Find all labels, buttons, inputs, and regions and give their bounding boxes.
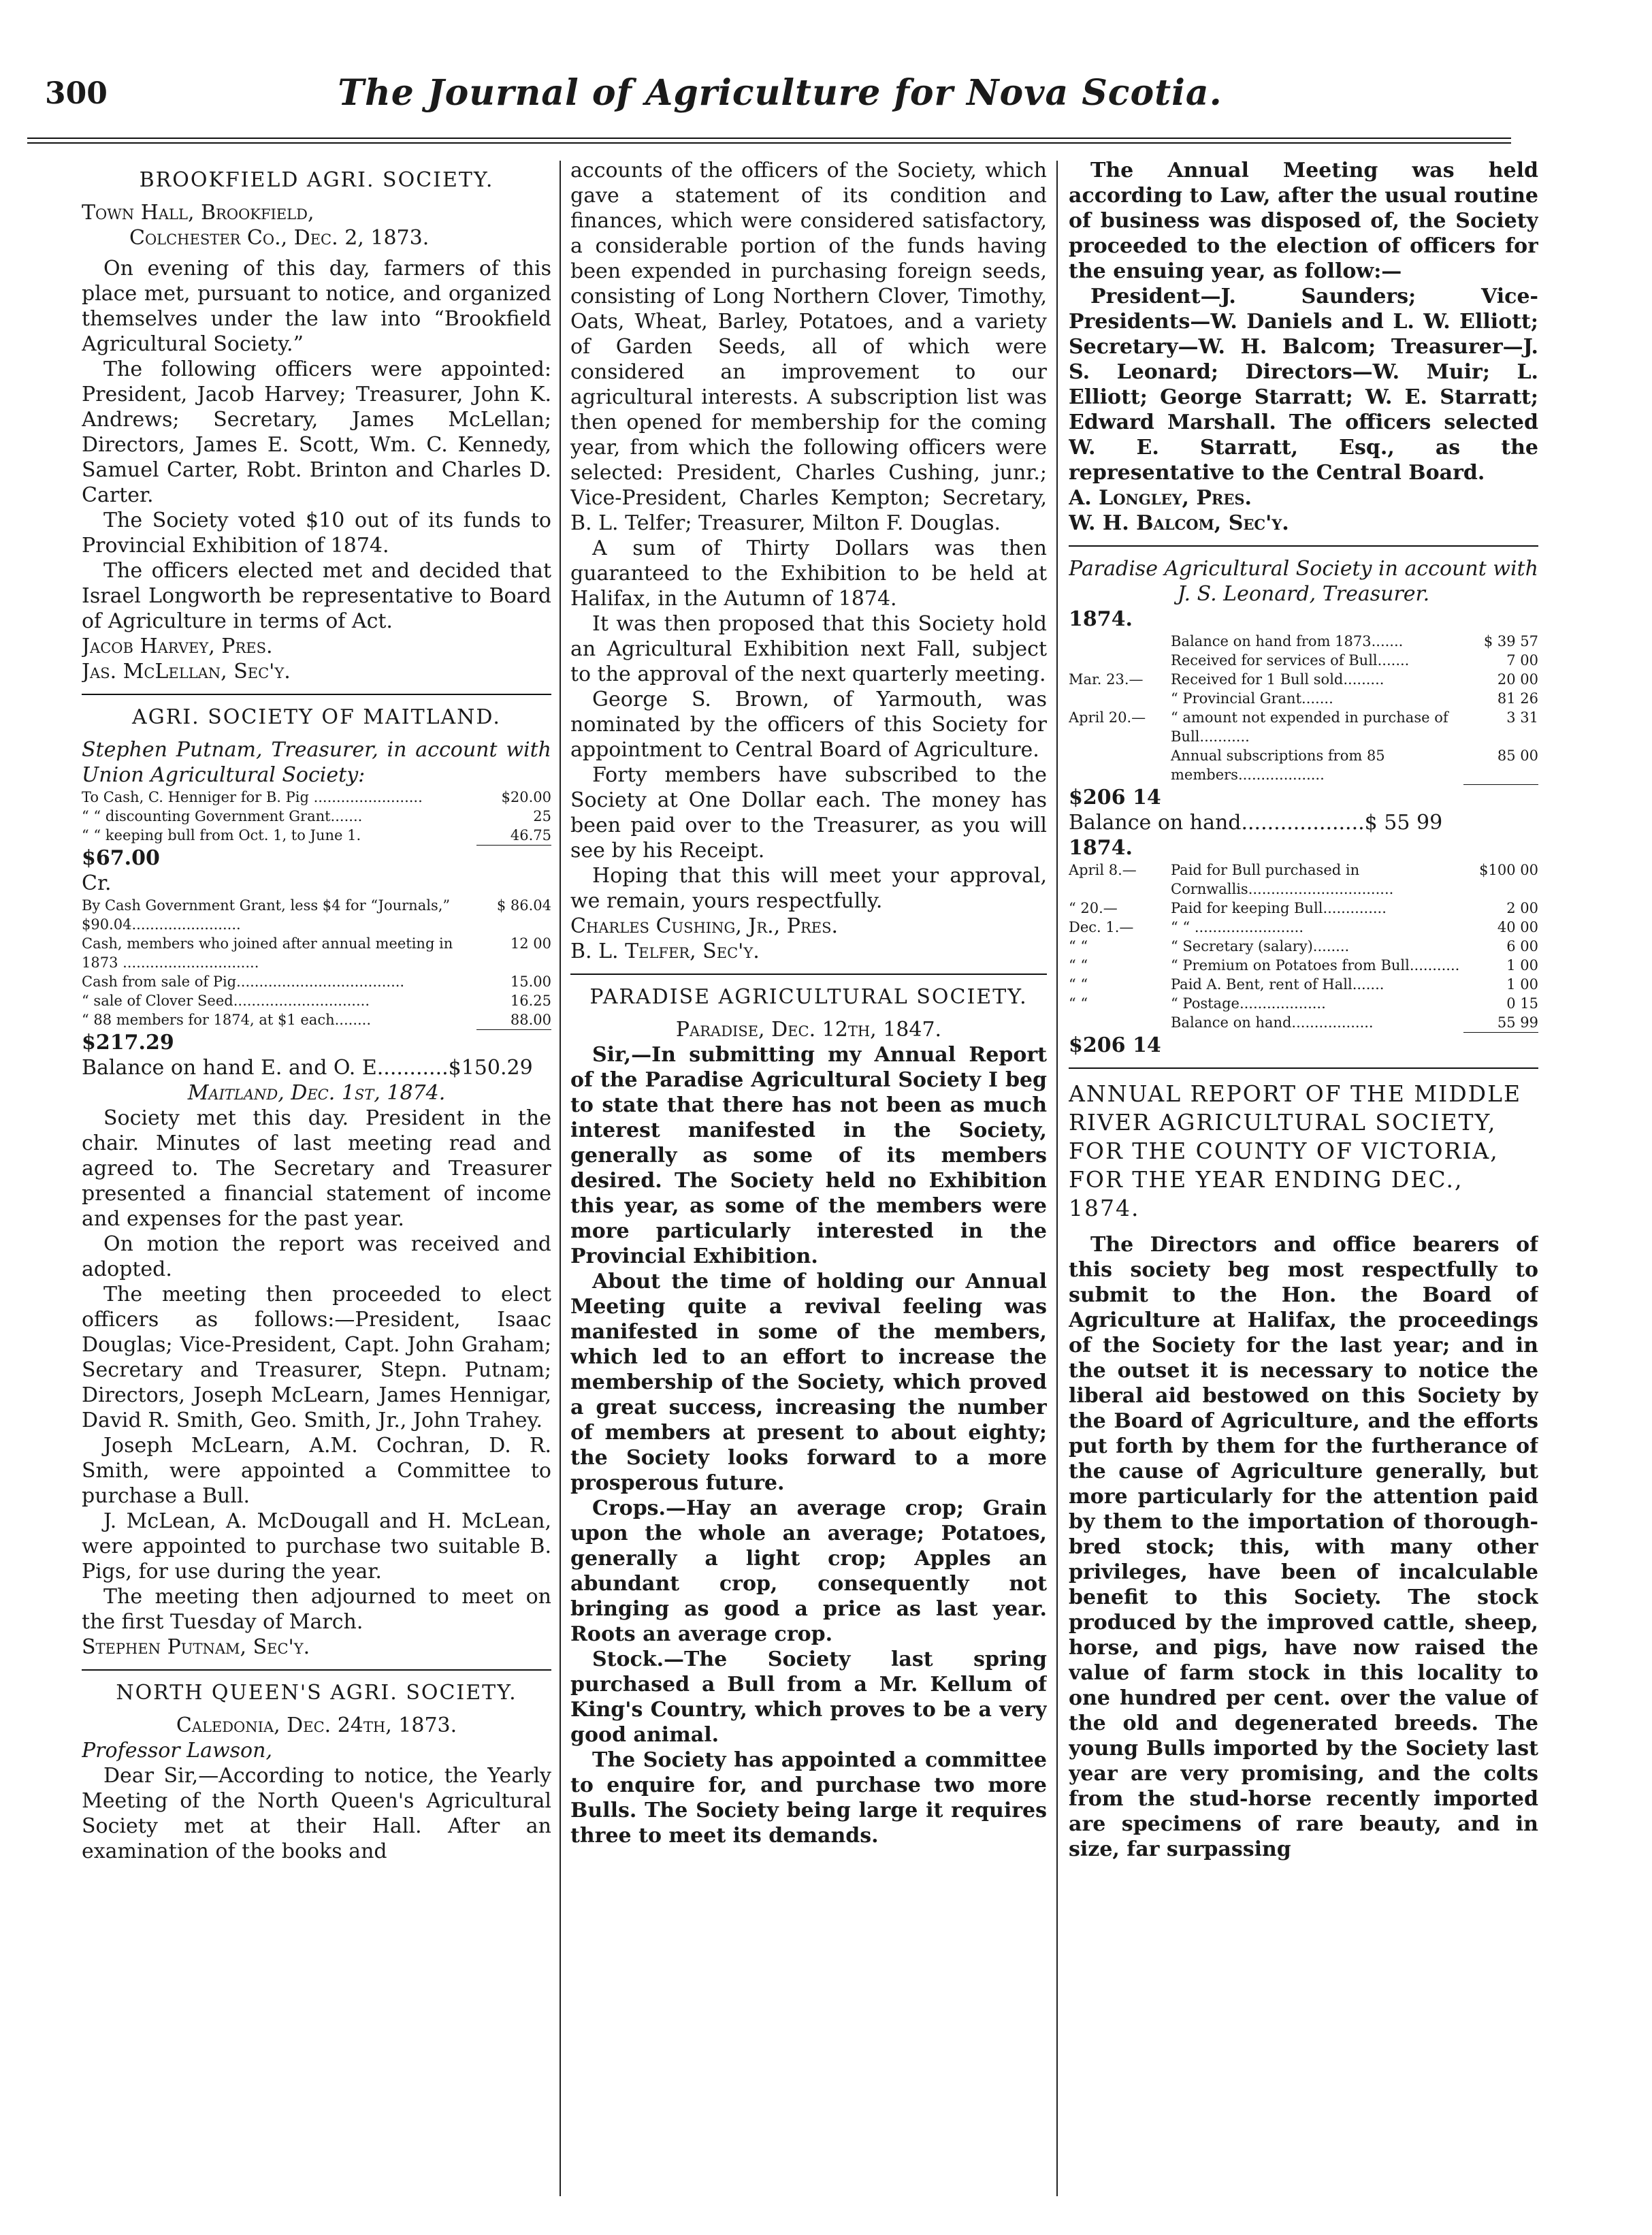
table-row [1069,918,1538,937]
maitland-paragraph: Society met this day. President in the chair. Minutes of last meeting read and agreed to. The Secretary and Treasurer presented a financial statement of income and expenses for the past year. [82,1106,551,1231]
north-queens-dateline: Caledonia, Dec. 24th, 1873. [176,1714,457,1737]
account-amount: $ 39 57 [1483,633,1538,649]
account-amount: 20 00 [1497,671,1538,688]
account-desc: Received for services of Bull....... [1171,652,1410,669]
paradise-receipts-total: $206 14 [1069,786,1161,809]
signature: Jas. McLellan, Sec'y. [82,660,291,684]
maitland-credit-table [82,896,551,1029]
paradise-paragraph: Crops.—Hay an average crop; Grain upon the whole an average; Potatoes, generally a light crop; Apples an abundant crop, consequently not bringing as good a price as last year. Roots an average crop. [570,1496,1047,1646]
account-desc: “ Premium on Potatoes from Bull........... [1171,957,1460,974]
table-row [82,826,551,845]
account-amount: 1 00 [1506,957,1538,974]
column-divider [1056,161,1058,2196]
account-desc: Balance on hand from 1873....... [1171,633,1404,649]
account-date [1069,632,1171,651]
account-desc: “ 88 members for 1874, at $1 each........ [82,1012,372,1028]
paradise-heading: PARADISE AGRICULTURAL SOCIETY. [589,985,1028,1009]
account-desc: By Cash Government Grant, less $4 for “Journals,” $90.04........................ [82,897,451,933]
column-middle [570,158,1047,2200]
table-row [82,807,551,826]
table-row [82,972,551,991]
account-amount: 6 00 [1506,938,1538,954]
account-desc: Cash from sale of Pig..................................... [82,974,405,990]
brookfield-paragraph: The Society voted $10 out of its funds to Provincial Exhibition of 1874. [82,509,551,558]
maitland-paragraph: J. McLean, A. McDougall and H. McLean, were appointed to purchase two suitable B. Pigs, for use during the year. [82,1509,551,1583]
brookfield-paragraph: The officers elected met and decided that Israel Longworth be representative to Board of Agriculture in terms of Act. [82,559,551,633]
account-desc: “ “ keeping bull from Oct. 1, to June 1. [82,827,361,843]
account-desc: Received for 1 Bull sold......... [1171,671,1384,688]
column-right [1069,158,1538,2200]
account-date: “ “ [1069,957,1088,974]
account-amount: $ 86.04 [496,897,551,914]
page-number: 300 [45,76,108,111]
account-date [1069,1013,1171,1032]
account-desc: “ “ discounting Government Grant....... [82,808,363,824]
brookfield-date: Colchester Co., Dec. 2, 1873. [129,226,430,250]
table-row [1069,861,1538,899]
table-row [1069,975,1538,994]
maitland-paragraph: The meeting then proceeded to elect officers as follows:—President, Isaac Douglas; Vice-President, Capt. John Graham; Secretary and Treasurer, Stepn. Putnam; Directors, Joseph McLearn, James Hennigar, David R. Smith, Geo. Smith, Jr., John Trahey. [82,1283,551,1432]
account-amount: 46.75 [510,827,551,843]
account-amount: 7 00 [1506,652,1538,669]
signature: B. L. Telfer, Sec'y. [570,939,760,963]
section-rule [1069,1067,1538,1069]
table-row [82,788,551,807]
middle-river-paragraph: The Directors and office bearers of this society beg most respectfully to submit to the Hon. the Board of Agriculture at Halifax, the proceedings of the Society for the last year; and in the outset it is necessary to notice the liberal aid bestowed on this Society by the Board of Agriculture, and the efforts put forth by them for the furtherance of the cause of Agriculture generally, but more particularly for the attention paid by them to the importation of thorough-bred stock; this, with many other privileges, have been of incalculable benefit to this Society. The stock produced by the improved cattle, sheep, horse, and pigs, have now raised the value of farm stock in this locality to one hundred per cent. over the value of the old and degenerated breeds. The young Bulls imported by the Society last year are very promising, and the colts from the stud-horse recently imported are specimens of rare beauty, and in size, far surpassing [1069,1233,1538,1861]
account-desc: “ Postage................... [1171,995,1326,1012]
section-rule [82,1669,551,1671]
signature: A. Longley, Pres. [1069,486,1252,510]
account-desc: “ Provincial Grant....... [1171,690,1333,707]
north-queens-paragraph: Forty members have subscribed to the Society at One Dollar each. The money has been paid over to the Treasurer, as you will see by his Receipt. [570,763,1047,863]
table-row [1069,899,1538,918]
middle-river-heading: ANNUAL REPORT OF THE MIDDLE RIVER AGRICULTURAL SOCIETY, FOR THE COUNTY OF VICTORIA, FOR THE YEAR ENDING DEC., 1874. [1069,1080,1522,1221]
brookfield-heading: BROOKFIELD AGRI. SOCIETY. [139,168,494,192]
account-desc: “ amount not expended in purchase of Bull........... [1171,709,1448,745]
section-rule [570,974,1047,975]
column-left [82,158,551,2200]
north-queens-paragraph: George S. Brown, of Yarmouth, was nominated by the officers of this Society for appointment to Central Board of Agriculture. [570,688,1047,762]
header-rule [27,138,1511,144]
account-desc: Paid for Bull purchased in Cornwallis................................ [1171,862,1394,897]
north-queens-paragraph: accounts of the officers of the Society, which gave a statement of its condition and finances, which were considered satisfactory, a considerable portion of the funds having been expended in purchasing foreign seeds, consisting of Long Northern Clover, Timothy, Oats, Wheat, Barley, Potatoes, and a variety of Garden Seeds, all of which were considered an improvement to our agricultural interests. A subscription list was then opened for membership for the coming year, from which the following officers were selected: President, Charles Cushing, junr.; Vice-President, Charles Kempton; Secretary, B. L. Telfer; Treasurer, Milton F. Douglas. [570,159,1047,535]
maitland-credit-total: $217.29 [82,1031,174,1055]
account-desc: “ “ ........................ [1171,919,1304,935]
maitland-paragraph: On motion the report was received and adopted. [82,1232,551,1281]
table-row [1069,689,1538,708]
paradise-payments-table [1069,861,1538,1032]
account-desc: Paid for keeping Bull.............. [1171,900,1387,916]
table-row [1069,1013,1538,1032]
paradise-paragraph: Sir,—In submitting my Annual Report of the Paradise Agricultural Society I beg to state that there has not been as much interest manifested in the Society, generally as some of its members desired. The Society held no Exhibition this year, as some of the members were more particularly interested in the Provincial Exhibition. [570,1043,1047,1268]
north-queens-paragraph: A sum of Thirty Dollars was then guaranteed to the Exhibition to be held at Halifax, in the Autumn of 1874. [570,536,1047,611]
account-date: Dec. 1.— [1069,919,1134,935]
signature: Charles Cushing, Jr., Pres. [570,914,839,938]
paradise-paragraph: Stock.—The Society last spring purchased a Bull from a Mr. Kellum of King's Country, which proves to be a very good animal. [570,1647,1047,1747]
salutation: Professor Lawson, [82,1739,272,1763]
table-row [1069,651,1538,670]
paradise-account-heading: Paradise Agricultural Society in account with J. S. Leonard, Treasurer. [1069,557,1538,606]
account-date [1069,746,1171,784]
table-row [1069,937,1538,956]
account-amount: $100 00 [1479,862,1538,878]
account-date: Mar. 23.— [1069,671,1144,688]
account-date: “ “ [1069,938,1088,954]
paradise-payments-total: $206 14 [1069,1033,1161,1057]
section-rule [82,694,551,695]
table-row [82,1010,551,1029]
table-row [1069,746,1538,784]
account-amount: 55 99 [1497,1014,1538,1031]
signature: Stephen Putnam, Sec'y. [82,1635,310,1659]
account-amount: 3 31 [1506,709,1538,726]
account-desc: To Cash, C. Henniger for B. Pig ........................ [82,789,423,805]
paradise-paragraph: About the time of holding our Annual Meeting quite a revival feeling was manifested in some of the members, which led to an effort to increase the membership of the Society, which proved a great success, increasing the number of members at present to about eighty; the Society looks forward to a more prosperous future. [570,1270,1047,1495]
paradise-balance: Balance on hand...................$ 55 99 [1069,811,1443,835]
table-row [1069,956,1538,975]
account-year: 1874. [1069,607,1133,631]
table-row [1069,994,1538,1013]
account-amount: 40 00 [1497,919,1538,935]
account-year: 1874. [1069,836,1133,860]
account-amount: 1 00 [1506,976,1538,993]
account-amount: 15.00 [510,974,551,990]
account-date: “ “ [1069,976,1088,993]
account-date: “ 20.— [1069,900,1118,916]
maitland-debit-total: $67.00 [82,846,160,870]
maitland-heading: AGRI. SOCIETY OF MAITLAND. [132,705,501,729]
account-amount: 2 00 [1506,900,1538,916]
account-desc: Cash, members who joined after annual meeting in 1873 .............................. [82,935,453,971]
signature: W. H. Balcom, Sec'y. [1069,511,1289,535]
account-date [1069,689,1171,708]
account-amount: 88.00 [510,1012,551,1028]
account-desc: “ sale of Clover Seed.............................. [82,993,370,1009]
maitland-balance: Balance on hand E. and O. E...........$150.29 [82,1056,533,1080]
account-amount: 81 26 [1497,690,1538,707]
section-rule [1069,545,1538,547]
credit-label: Cr. [82,871,112,895]
account-amount: 0 15 [1506,995,1538,1012]
table-row [82,991,551,1010]
account-amount: 16.25 [510,993,551,1009]
account-desc: Balance on hand.................. [1171,1014,1374,1031]
maitland-account-heading: Stephen Putnam, Treasurer, in account with Union Agricultural Society: [82,738,551,787]
account-date: April 20.— [1069,709,1146,726]
north-queens-paragraph: It was then proposed that this Society hold an Agricultural Exhibition next Fall, subject to the approval of the next quarterly meeting. [570,612,1047,686]
north-queens-heading: NORTH QUEEN'S AGRI. SOCIETY. [116,1681,517,1705]
paradise-paragraph: The Society has appointed a committee to enquire for, and purchase two more Bulls. The Society being large it requires three to meet its demands. [570,1748,1047,1848]
table-row [82,934,551,972]
account-amount: 85 00 [1497,747,1538,764]
maitland-dateline: Maitland, Dec. 1st, 1874. [187,1081,446,1105]
account-amount: 12 00 [510,935,551,952]
brookfield-place: Town Hall, Brookfield, [82,201,314,225]
table-row [82,896,551,934]
maitland-debit-table [82,788,551,845]
account-amount: 25 [533,808,551,824]
signature: Jacob Harvey, Pres. [82,634,273,658]
account-date [1069,651,1171,670]
account-desc: Paid A. Bent, rent of Hall....... [1171,976,1384,993]
north-queens-paragraph: Dear Sir,—According to notice, the Yearly Meeting of the North Queen's Agricultural Society met at their Hall. After an examination of the books and [82,1764,551,1863]
column-divider [560,161,561,2196]
table-row [1069,670,1538,689]
account-desc: “ Secretary (salary)........ [1171,938,1350,954]
north-queens-paragraph: Hoping that this will meet your approval, we remain, yours respectfully. [570,864,1047,913]
paradise-dateline: Paradise, Dec. 12th, 1847. [675,1018,942,1042]
page-header [45,72,1515,138]
account-date: April 8.— [1069,862,1137,878]
journal-title: The Journal of Agriculture for Nova Scotia. [338,72,1222,114]
table-row [1069,708,1538,746]
maitland-paragraph: The meeting then adjourned to meet on the first Tuesday of March. [82,1585,551,1634]
account-date: “ “ [1069,995,1088,1012]
brookfield-paragraph: The following officers were appointed: President, Jacob Harvey; Treasurer, John K. Andrews; Secretary, James McLellan; Directors, James E. Scott, Wm. C. Kennedy, Samuel Carter, Robt. Brinton and Charles D. Carter. [82,357,551,507]
paradise-paragraph: The Annual Meeting was held according to Law, after the usual routine of business was disposed of, the Society proceeded to the election of officers for the ensuing year, as follow:— [1069,159,1538,283]
maitland-paragraph: Joseph McLearn, A.M. Cochran, D. R. Smith, were appointed a Committee to purchase a Bull. [82,1434,551,1508]
account-desc: Annual subscriptions from 85 members................... [1171,747,1385,783]
table-row [1069,632,1538,651]
paradise-paragraph: President—J. Saunders; Vice-Presidents—W. Daniels and L. W. Elliott; Secretary—W. H. Balcom; Treasurer—J. S. Leonard; Directors—W. Muir; L. Elliott; George Starratt; W. E. Starratt; Edward Marshall. The officers selected W. E. Starratt, Esq., as the representative to the Central Board. [1069,285,1538,485]
paradise-receipts-table [1069,632,1538,784]
account-amount: $20.00 [501,789,551,805]
brookfield-paragraph: On evening of this day, farmers of this place met, pursuant to notice, and organized themselves under the law into “Brookfield Agricultural Society.” [82,257,551,356]
